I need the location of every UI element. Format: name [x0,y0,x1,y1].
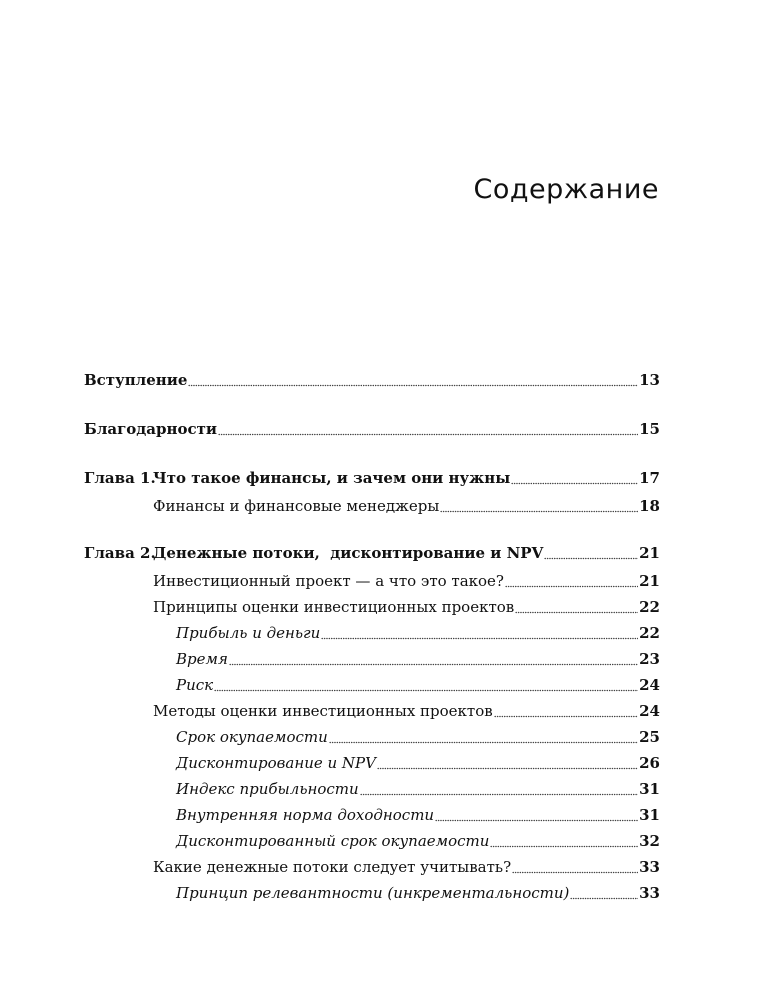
toc-page-number: 33 [639,884,660,902]
toc-page-number: 24 [639,676,660,694]
dot-leader [440,494,638,518]
toc-entry-subsection[interactable] [84,673,660,697]
dot-leader [360,777,638,801]
toc-entry-subsection[interactable] [84,621,660,645]
toc-entry-section[interactable] [84,569,660,593]
dot-leader [490,829,638,853]
toc-entry-subsection[interactable] [84,881,660,905]
toc-page-number: 31 [639,780,660,798]
toc-entry-section[interactable] [84,494,660,518]
toc-entry-section[interactable] [84,595,660,619]
toc-page-number: 18 [639,497,660,515]
dot-leader [214,673,638,697]
toc-entry-label: Принцип релевантности (инкрементальности) [176,884,570,902]
dot-leader [544,541,638,565]
dot-leader [494,699,638,723]
toc-entry-subsection[interactable] [84,751,660,775]
dot-leader [229,647,638,671]
dot-leader [377,751,638,775]
toc-entry-label: Срок окупаемости [176,728,328,746]
toc-entry-label: Благодарности [84,420,218,438]
page-title: Содержание [473,174,659,205]
toc-entry-subsection[interactable] [84,647,660,671]
toc-entry-label: Какие денежные потоки следует учитывать? [153,858,512,876]
toc-entry-subsection[interactable] [84,725,660,749]
toc-entry-label: Денежные потоки, дисконтирование и NPV [153,544,544,562]
toc-page-number: 32 [639,832,660,850]
toc-entry-label: Время [176,650,228,668]
toc-entry-label: Методы оценки инвестиционных проектов [153,702,493,720]
dot-leader [505,569,638,593]
toc-entry-section[interactable] [84,855,660,879]
toc-page-number: 22 [639,624,660,642]
toc-entry-label: Прибыль и деньги [176,624,321,642]
toc-page-number: 13 [639,371,660,389]
toc-page-number: 23 [639,650,660,668]
chapter-number: Глава 1. [84,469,156,487]
toc-entry-label: Риск [176,676,214,694]
toc-entry-label: Индекс прибыльности [176,780,359,798]
toc-page-number: 33 [639,858,660,876]
dot-leader [218,417,638,441]
toc-page-number: 24 [639,702,660,720]
toc-entry-label: Принципы оценки инвестиционных проектов [153,598,515,616]
toc-entry-subsection[interactable] [84,803,660,827]
dot-leader [511,466,638,490]
toc-entry-chapter-1[interactable] [84,466,660,490]
toc-entry-label: Вступление [84,371,188,389]
toc-entry-acknowledgements[interactable] [84,417,660,441]
toc-entry-label: Дисконтирование и NPV [176,754,376,772]
toc-page-number: 25 [639,728,660,746]
toc-entry-label: Дисконтированный срок окупаемости [176,832,490,850]
dot-leader [515,595,638,619]
dot-leader [435,803,638,827]
toc-page-number: 21 [639,544,660,562]
toc-entry-subsection[interactable] [84,829,660,853]
toc-entry-subsection[interactable] [84,777,660,801]
dot-leader [512,855,638,879]
chapter-number: Глава 2. [84,544,156,562]
dot-leader [188,368,638,392]
toc-page-number: 21 [639,572,660,590]
dot-leader [329,725,638,749]
dot-leader [570,881,638,905]
dot-leader [321,621,638,645]
toc-page-number: 15 [639,420,660,438]
toc-entry-introduction[interactable] [84,368,660,392]
toc-entry-label: Внутренняя норма доходности [176,806,435,824]
toc-page-number: 17 [639,469,660,487]
toc-page-number: 22 [639,598,660,616]
toc-page-number: 31 [639,806,660,824]
toc-entry-chapter-2[interactable] [84,541,660,565]
toc-entry-label: Что такое финансы, и зачем они нужны [153,469,511,487]
toc-entry-label: Финансы и финансовые менеджеры [153,497,440,515]
toc-entry-label: Инвестиционный проект — а что это такое? [153,572,504,590]
toc-page-number: 26 [639,754,660,772]
toc-entry-section[interactable] [84,699,660,723]
